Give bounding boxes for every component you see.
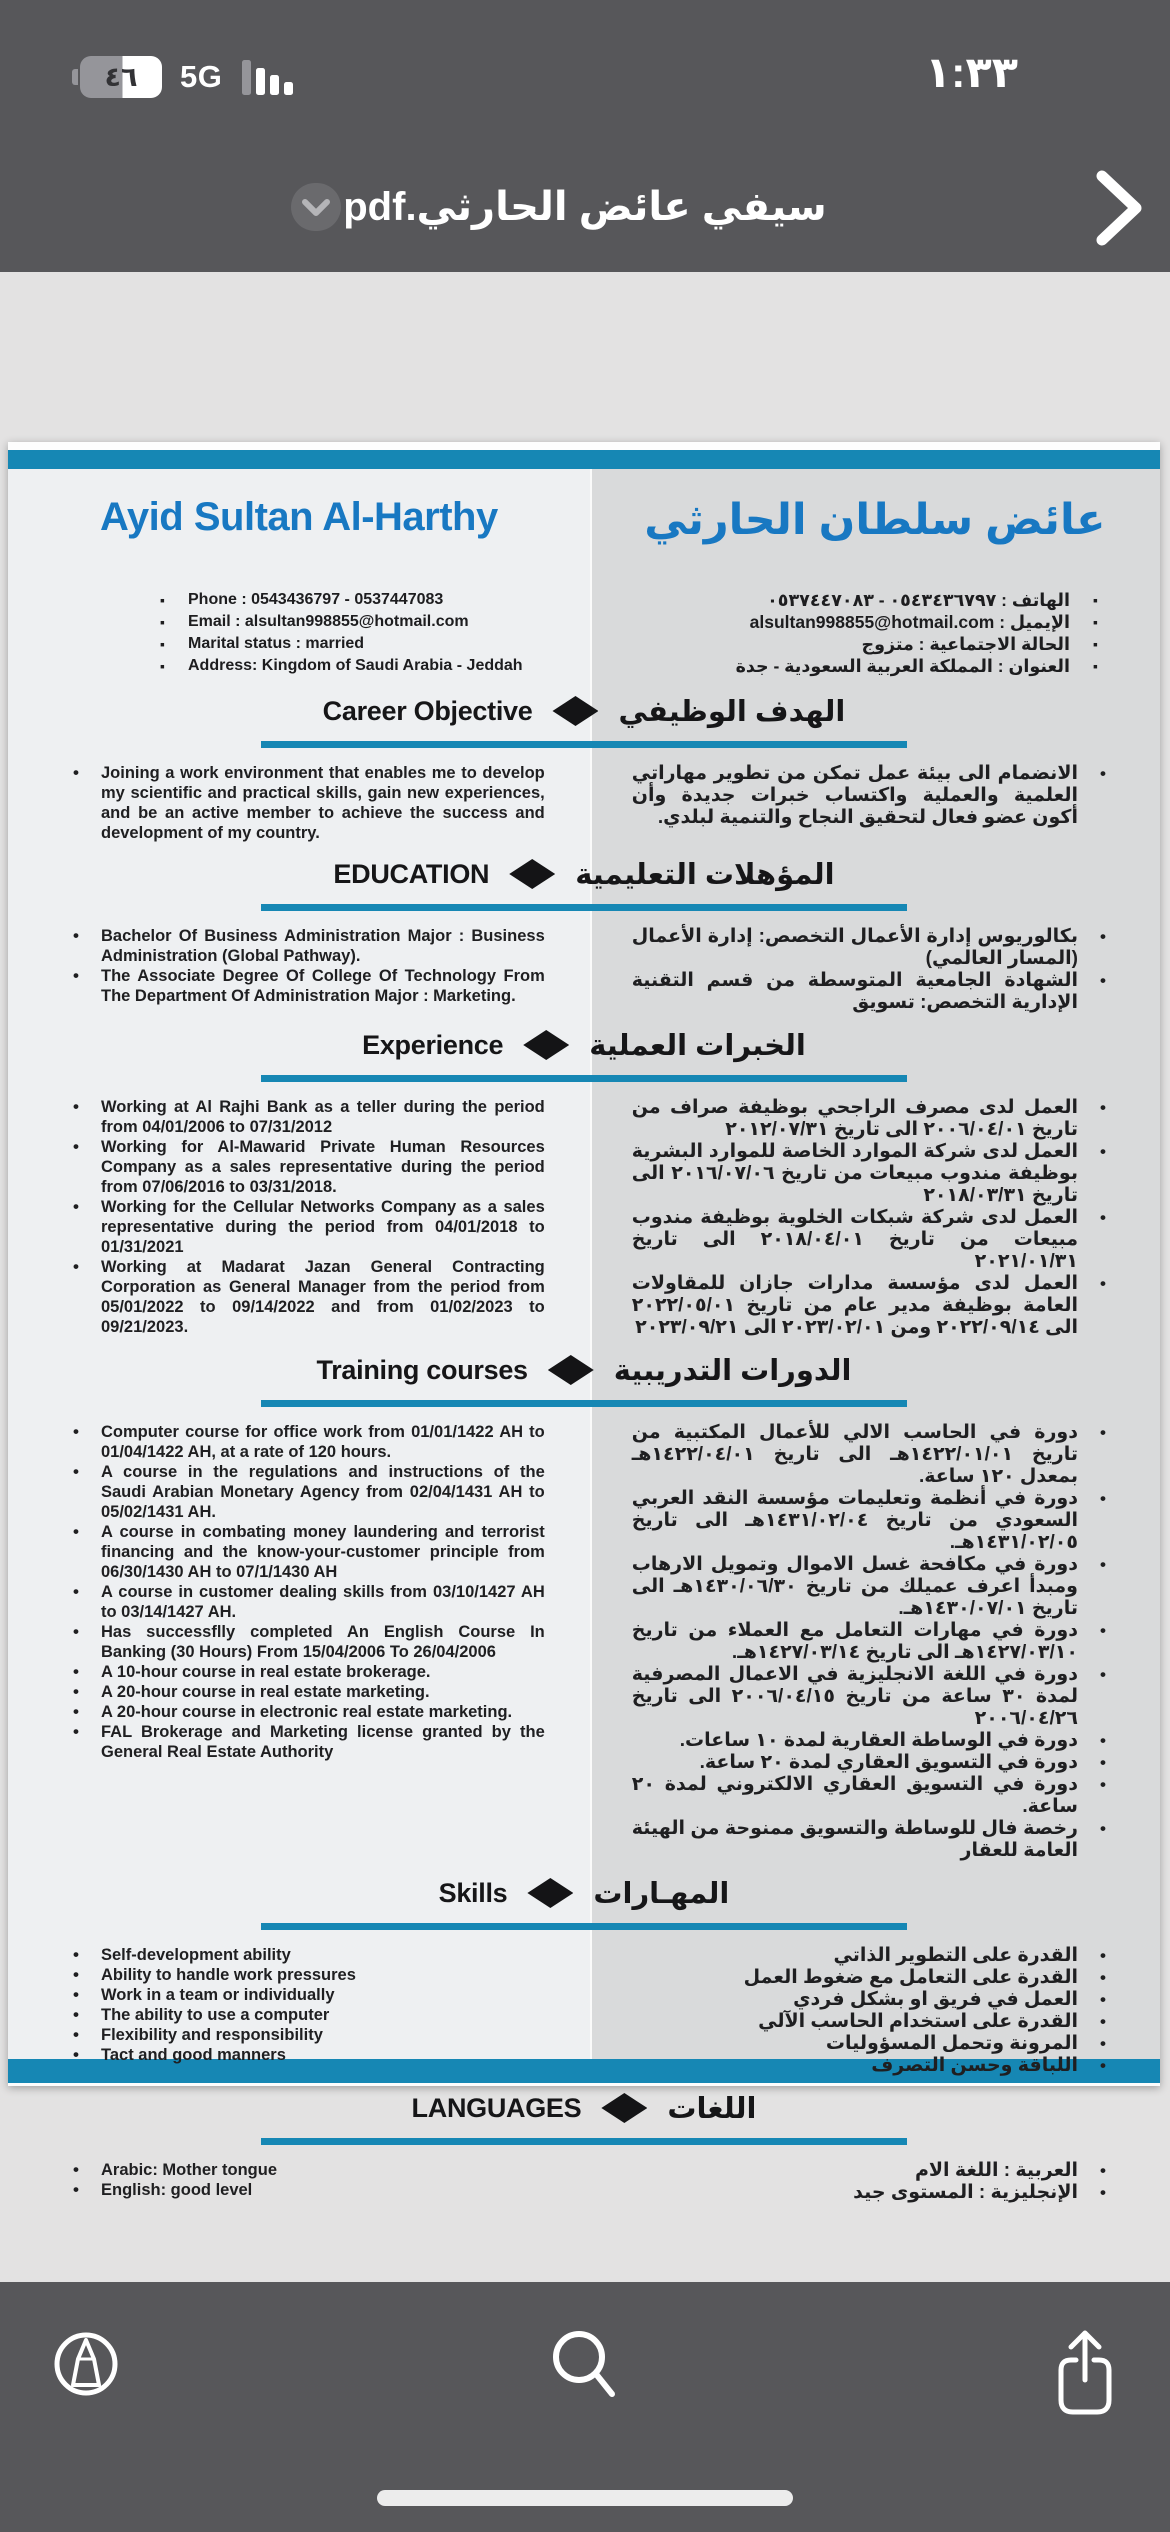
bullet-item-english: • The ability to use a computer (63, 2005, 545, 2025)
bullet-item-arabic: • دورة في الوساطة العقارية لمدة ١٠ ساعات. (632, 1730, 1114, 1752)
bullet-item-english: • Work in a team or individually (63, 1985, 545, 2005)
section-body-skills (8, 1945, 1160, 2077)
section-career-objective (8, 694, 1160, 843)
diamond-icon (552, 696, 598, 726)
section-column-arabic (590, 926, 1160, 1014)
section-underline (261, 741, 907, 748)
bullet-item-arabic: • العربية : اللغة الام (632, 2160, 1114, 2182)
bullet-item-arabic: • القدرة على التطوير الذاتي (632, 1945, 1114, 1967)
section-title-english: LANGUAGES (411, 2092, 582, 2123)
contact-item-arabic: ▪ الهاتف : ٠٥٤٣٤٣٦٧٩٧ - ٠٥٣٧٤٤٧٠٨٣ (590, 589, 1100, 611)
bottom-toolbar (0, 2282, 1170, 2532)
section-experience (8, 1028, 1160, 1339)
bullet-item-english: • A 20-hour course in electronic real estate marketing. (63, 1702, 545, 1722)
section-title-english: Skills (438, 1877, 508, 1908)
contact-info (8, 589, 1160, 677)
section-column-english (8, 763, 590, 843)
section-title-arabic: الدورات التدريبية (613, 1354, 852, 1387)
section-title-english: Experience (362, 1029, 504, 1060)
section-underline (261, 1075, 907, 1082)
contact-list-arabic (590, 589, 1160, 677)
diamond-icon (509, 859, 555, 889)
section-underline (261, 1400, 907, 1407)
bullet-item-arabic: • الإنجليزية : المستوى جيد (632, 2182, 1114, 2204)
markup-pen-icon (53, 2331, 119, 2397)
back-button[interactable] (1092, 168, 1148, 248)
bullet-list-arabic (590, 1097, 1160, 1339)
cv-content (8, 442, 1160, 2204)
section-header-languages (8, 2091, 1160, 2125)
signal-bar (270, 75, 279, 95)
battery-cap (72, 69, 78, 85)
bullet-item-arabic: • القدرة على التعامل مع ضغوط العمل (632, 1967, 1114, 1989)
section-column-arabic (590, 1945, 1160, 2077)
section-header-career-objective (8, 694, 1160, 728)
section-training-courses (8, 1353, 1160, 1862)
bullet-item-english: • Ability to handle work pressures (63, 1965, 545, 1985)
home-indicator[interactable] (377, 2490, 793, 2506)
section-title-arabic: اللغات (667, 2092, 757, 2125)
bullet-item-arabic: • الانضمام الى بيئة عمل تمكن من تطوير مهاراتي العلمية والعملية واكتساب خبرات جديدة وأن أكون عضو فعال لتحقيق النجاح والتنمية لبلدي. (632, 763, 1114, 829)
bullet-item-english: • Has successflly completed An English Course In Banking (30 Hours) From 15/04/2006 To 26/04/2006 (63, 1622, 545, 1662)
section-header-education (8, 857, 1160, 891)
chevron-down-icon (291, 183, 341, 231)
clock: ١:٣٣ (924, 49, 1018, 97)
bullet-item-english: • Tact and good manners (63, 2045, 545, 2065)
signal-bars-icon (242, 60, 293, 95)
document-title: سيفي عائض الحارثي.pdf (343, 185, 827, 229)
section-title-english: Training courses (316, 1354, 528, 1385)
section-column-arabic (590, 1097, 1160, 1339)
bullet-item-arabic: • العمل لدى مؤسسة مدارات جازان للمقاولات العامة بوظيفة مدير عام من تاريخ ٢٠٢٢/٠٥/٠١ الى ٢٠٢٢/٠٩/١٤ ومن ٢٠٢٣/٠٢/٠١ الى ٢٠٢٣/٠٩/٢١ (632, 1273, 1114, 1339)
bullet-item-arabic: • بكالوريوس إدارة الأعمال التخصص: إدارة الأعمال (المسار العالمي) (632, 926, 1114, 970)
bullet-item-arabic: • الشهادة الجامعية المتوسطة من قسم التقنية الإدارية التخصص: تسويق (632, 970, 1114, 1014)
section-title-english: Career Objective (322, 695, 533, 726)
title-menu-button[interactable] (291, 183, 341, 231)
bullet-item-arabic: • العمل في فريق او بشكل فردي (632, 1989, 1114, 2011)
bullet-item-arabic: • المرونة وتحمل المسؤوليات (632, 2033, 1114, 2055)
search-icon (548, 2330, 622, 2400)
section-header-training-courses (8, 1353, 1160, 1387)
section-underline (261, 2138, 907, 2145)
bullet-item-arabic: • دورة في مكافحة غسل الاموال وتمويل الارهاب ومبدأ اعرف عميلك من تاريخ ١٤٣٠/٠٦/٣٠هـ الى تاريخ ١٤٣٠/٠٧/٠١هـ. (632, 1554, 1114, 1620)
bullet-item-arabic: • العمل لدى شركة الموارد الخاصة للموارد البشرية بوظيفة مندوب مبيعات من تاريخ ٢٠١٦/٠٧/٠٦ الى تاريخ ٢٠١٨/٠٣/٣١ (632, 1141, 1114, 1207)
network-type-label: 5G (180, 59, 223, 94)
contact-item-english: ▪ Email : alsultan998855@hotmail.com (158, 611, 590, 633)
contact-item-arabic: ▪ الحالة الاجتماعية : متزوج (590, 633, 1100, 655)
bullet-list-english (8, 1945, 590, 2065)
section-body-training-courses (8, 1422, 1160, 1862)
cv-header (8, 495, 1160, 545)
section-languages (8, 2091, 1160, 2204)
bullet-item-english: • Arabic: Mother tongue (63, 2160, 545, 2180)
battery-level (80, 56, 162, 98)
bullet-list-arabic (590, 926, 1160, 1014)
bullet-item-english: • Joining a work environment that enables me to develop my scientific and practical skills, gain new experiences, and be an active member to achieve the success and development of my country. (63, 763, 545, 843)
bullet-list-arabic (590, 1422, 1160, 1862)
battery-percent-label: ٤٦ (104, 61, 138, 92)
cv-sections (8, 694, 1160, 2204)
signal-bar (256, 68, 265, 95)
top-chrome (0, 0, 1170, 272)
bullet-item-arabic: • دورة في الحاسب الالي للأعمال المكتبية من تاريخ ١٤٢٢/٠١/٠١هـ الى تاريخ ١٤٢٢/٠٤/٠١هـ بمعدل ١٢٠ ساعة. (632, 1422, 1114, 1488)
bullet-item-english: • Computer course for office work from 01/01/1422 AH to 01/04/1422 AH, at a rate of 120 hours. (63, 1422, 545, 1462)
diamond-icon (523, 1030, 569, 1060)
bullet-item-arabic: • القدرة على استخدام الحاسب الآلي (632, 2011, 1114, 2033)
share-icon (1056, 2328, 1114, 2416)
section-body-education (8, 926, 1160, 1014)
section-column-arabic (590, 763, 1160, 843)
status-bar-left (72, 56, 293, 98)
contact-column-english (8, 589, 590, 677)
bullet-list-english (8, 2160, 590, 2200)
section-column-english (8, 1945, 590, 2077)
contact-item-english: ▪ Marital status : married (158, 633, 590, 655)
section-column-arabic (590, 2160, 1160, 2204)
diamond-icon (601, 2093, 647, 2123)
name-arabic: عائض سلطان الحارثي (644, 496, 1106, 544)
section-column-english (8, 926, 590, 1014)
bullet-item-english: • A course in the regulations and instructions of the Saudi Arabian Monetary Agency from 02/04/1431 AH to 05/02/1431 AH. (63, 1462, 545, 1522)
search-button[interactable] (548, 2330, 622, 2403)
bullet-item-arabic: • دورة في التسويق العقاري الالكتروني لمدة ٢٠ ساعة. (632, 1774, 1114, 1818)
bullet-item-english: • English: good level (63, 2180, 545, 2200)
section-underline (261, 1923, 907, 1930)
bullet-item-english: • Flexibility and responsibility (63, 2025, 545, 2045)
bullet-list-arabic (590, 763, 1160, 829)
bullet-item-english: • Working for Al-Mawarid Private Human Resources Company as a sales representative during the period from 07/06/2016 to 03/31/2018. (63, 1137, 545, 1197)
contact-item-english: ▪ Phone : 0543436797 - 0537447083 (158, 589, 590, 611)
contact-item-arabic: ▪ الإيميل : alsultan998855@hotmail.com (590, 611, 1100, 633)
bullet-item-arabic: • رخصة فال للوساطة والتسويق ممنوحة من الهيئة العامة للعقار (632, 1818, 1114, 1862)
bullet-item-english: • A 20-hour course in real estate marketing. (63, 1682, 545, 1702)
bullet-list-english (8, 926, 590, 1006)
section-underline (261, 904, 907, 911)
bullet-list-arabic (590, 2160, 1160, 2204)
name-english: Ayid Sultan Al-Harthy (100, 495, 498, 539)
bullet-item-arabic: • العمل لدى شركة شبكات الخلوية بوظيفة مندوب مبيعات من تاريخ ٢٠١٨/٠٤/٠١ الى تاريخ ٢٠٢١/٠١/٣١ (632, 1207, 1114, 1273)
contact-item-arabic: ▪ العنوان : المملكة العربية السعودية - جدة (590, 655, 1100, 677)
section-skills (8, 1876, 1160, 2077)
section-header-experience (8, 1028, 1160, 1062)
section-title-arabic: المؤهلات التعليمية (575, 858, 835, 891)
bullet-item-english: • Working at Madarat Jazan General Contracting Corporation as General Manager from the period from 05/01/2022 to 09/14/2022 and from 01/02/2023 to 09/21/2023. (63, 1257, 545, 1337)
section-body-experience (8, 1097, 1160, 1339)
bullet-list-english (8, 1422, 590, 1762)
bullet-list-english (8, 763, 590, 843)
share-button[interactable] (1056, 2328, 1114, 2419)
bullet-item-arabic: • العمل لدى مصرف الراجحي بوظيفة صراف من تاريخ ٢٠٠٦/٠٤/٠١ الى تاريخ ٢٠١٢/٠٧/٣١ (632, 1097, 1114, 1141)
bullet-list-arabic (590, 1945, 1160, 2077)
contact-list-english (8, 589, 590, 677)
section-body-career-objective (8, 763, 1160, 843)
section-column-english (8, 1097, 590, 1339)
section-title-arabic: الهدف الوظيفي (618, 695, 846, 728)
contact-column-arabic (590, 589, 1160, 677)
bullet-item-english: • FAL Brokerage and Marketing license granted by the General Real Estate Authority (63, 1722, 545, 1762)
pdf-page[interactable] (8, 442, 1160, 2203)
section-header-skills (8, 1876, 1160, 1910)
battery-icon (72, 56, 162, 98)
bullet-item-arabic: • دورة في أنظمة وتعليمات مؤسسة النقد العربي السعودي من تاريخ ١٤٣١/٠٢/٠٤هـ الى تاريخ ١٤٣١/٠٢/٠٥هـ. (632, 1488, 1114, 1554)
bullet-item-english: • Working for the Cellular Networks Company as a sales representative during the period from 04/01/2018 to 01/31/2021 (63, 1197, 545, 1257)
section-column-arabic (590, 1422, 1160, 1862)
signal-bar (284, 82, 293, 95)
markup-button[interactable] (53, 2331, 119, 2400)
bullet-item-arabic: • دورة في التسويق العقاري لمدة ٢٠ ساعة. (632, 1752, 1114, 1774)
bullet-item-arabic: • دورة في مهارات التعامل مع العملاء من تاريخ ١٤٢٧/٠٣/١٠هـ الى تاريخ ١٤٢٧/٠٣/١٤هـ. (632, 1620, 1114, 1664)
section-body-languages (8, 2160, 1160, 2204)
contact-item-english: ▪ Address: Kingdom of Saudi Arabia - Jeddah (158, 655, 590, 677)
signal-bar (242, 60, 251, 95)
section-title-english: EDUCATION (333, 858, 490, 889)
diamond-icon (548, 1355, 594, 1385)
diamond-icon (527, 1878, 573, 1908)
bullet-list-english (8, 1097, 590, 1337)
bullet-item-arabic: • اللباقة وحسن التصرف (632, 2055, 1114, 2077)
chevron-right-icon (1092, 168, 1148, 248)
bullet-item-english: • The Associate Degree Of College Of Technology From The Department Of Administration Major : Marketing. (63, 966, 545, 1006)
bullet-item-english: • A 10-hour course in real estate brokerage. (63, 1662, 545, 1682)
section-title-arabic: الخبرات العملية (589, 1029, 806, 1062)
bullet-item-english: • A course in combating money laundering and terrorist financing and the know-your-customer principle from 06/30/1430 AH to 07/1/1430 AH (63, 1522, 545, 1582)
section-education (8, 857, 1160, 1014)
bullet-item-english: • A course in customer dealing skills from 03/10/1427 AH to 03/14/1427 AH. (63, 1582, 545, 1622)
section-title-arabic: المهـارات (593, 1877, 730, 1910)
bullet-item-english: • Working at Al Rajhi Bank as a teller during the period from 04/01/2006 to 07/31/2012 (63, 1097, 545, 1137)
bullet-item-english: • Bachelor Of Business Administration Major : Business Administration (Global Pathway). (63, 926, 545, 966)
bullet-item-arabic: • دورة في اللغة الانجليزية في الاعمال المصرفية لمدة ٣٠ ساعة من تاريخ ٢٠٠٦/٠٤/١٥ الى تاريخ ٢٠٠٦/٠٤/٢٦ (632, 1664, 1114, 1730)
section-column-english (8, 2160, 590, 2204)
bullet-item-english: • Self-development ability (63, 1945, 545, 1965)
section-column-english (8, 1422, 590, 1862)
